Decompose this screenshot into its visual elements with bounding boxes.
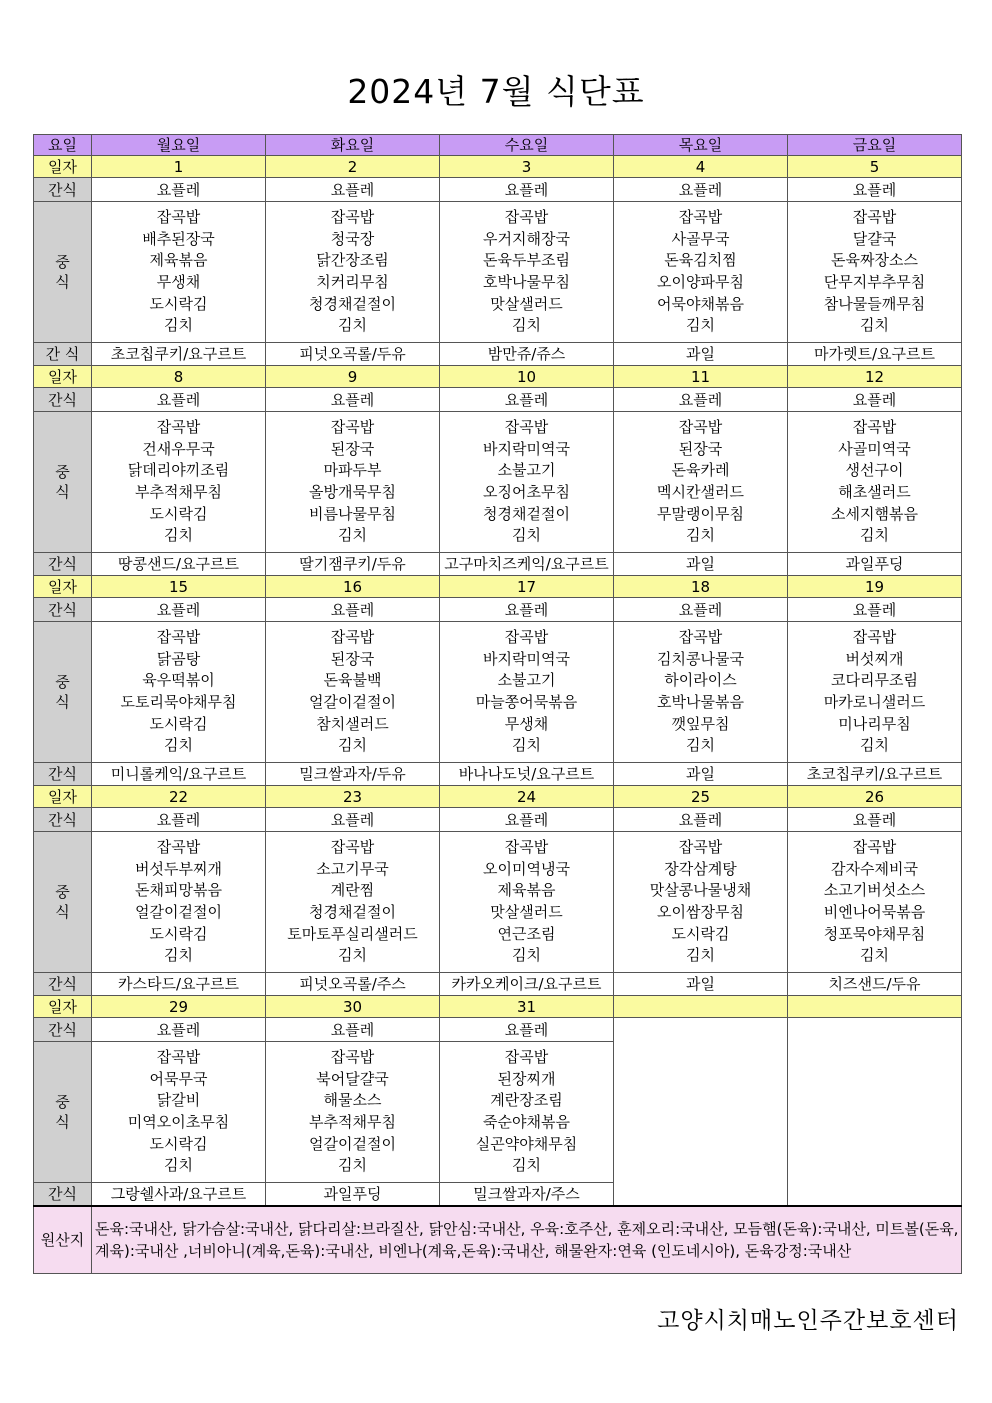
yoil-label: 요일 xyxy=(34,135,92,156)
menu-item: 김치 xyxy=(686,736,715,755)
date-cell: 5 xyxy=(788,156,962,178)
menu-item: 실곤약야채무침 xyxy=(475,1134,578,1153)
menu-item: 김치 xyxy=(512,316,541,335)
lunch-cell xyxy=(614,622,788,763)
am-snack-cell: 요플레 xyxy=(92,808,266,832)
pm-snack-cell: 땅콩샌드/요구르트 xyxy=(92,553,266,576)
menu-item: 마늘쫑어묵볶음 xyxy=(475,693,578,711)
gansik-label: 간식 xyxy=(34,388,92,412)
menu-item: 연근조림 xyxy=(497,924,556,943)
am-snack-cell: 요플레 xyxy=(92,598,266,622)
menu-item: 잡곡밥 xyxy=(330,838,375,857)
am-snack-cell: 요플레 xyxy=(266,808,440,832)
menu-item: 된장찌개 xyxy=(497,1069,556,1088)
menu-item: 배추된장국 xyxy=(142,229,215,248)
pm-snack-cell: 카스타드/요구르트 xyxy=(92,973,266,996)
menu-item: 잡곡밥 xyxy=(330,418,375,437)
lunch-label-jung: 중 xyxy=(55,883,70,901)
date-cell: 16 xyxy=(266,576,440,598)
menu-item: 제육볶음 xyxy=(149,251,208,270)
am-snack-cell: 요플레 xyxy=(266,178,440,202)
menu-item: 잡곡밥 xyxy=(504,208,549,227)
menu-item: 호박나물볶음 xyxy=(657,693,744,711)
pm-snack-row xyxy=(34,553,962,576)
gansik-label: 간식 xyxy=(34,1183,92,1206)
date-cell: 30 xyxy=(266,996,440,1018)
am-snack-cell: 요플레 xyxy=(92,178,266,202)
menu-item: 소고기무국 xyxy=(316,859,389,878)
menu-item: 김치 xyxy=(512,736,541,755)
menu-item: 바지락미역국 xyxy=(483,439,570,458)
menu-item: 계란장조림 xyxy=(490,1091,563,1110)
menu-item: 잡곡밥 xyxy=(678,208,723,227)
menu-item: 김치 xyxy=(338,316,367,335)
date-cell: 8 xyxy=(92,366,266,388)
menu-item: 미나리무침 xyxy=(838,714,911,733)
menu-item: 해초샐러드 xyxy=(838,483,911,501)
lunch-label xyxy=(34,622,92,763)
menu-item: 버섯찌개 xyxy=(845,649,904,668)
menu-item: 김치 xyxy=(686,316,715,335)
menu-item: 소고기버섯소스 xyxy=(823,881,926,900)
menu-item: 잡곡밥 xyxy=(156,838,201,857)
menu-item: 맛살샐러드 xyxy=(490,903,563,921)
pm-snack-cell: 초코칩쿠키/요구르트 xyxy=(92,343,266,366)
menu-item: 김치 xyxy=(512,1156,541,1175)
am-snack-row xyxy=(34,598,962,622)
pm-snack-cell: 미니롤케익/요구르트 xyxy=(92,763,266,786)
am-snack-row xyxy=(34,808,962,832)
day-header-row xyxy=(34,135,962,156)
ilja-label: 일자 xyxy=(34,576,92,598)
lunch-label-sik: 식 xyxy=(55,903,70,921)
am-snack-cell: 요플레 xyxy=(614,808,788,832)
menu-item: 육우떡볶이 xyxy=(142,671,215,690)
menu-item: 잡곡밥 xyxy=(156,208,201,227)
menu-item: 닭간장조림 xyxy=(316,251,389,270)
lunch-label-jung: 중 xyxy=(55,463,70,481)
date-cell xyxy=(614,996,788,1018)
menu-item: 부추적채무침 xyxy=(309,1113,396,1131)
menu-item: 소불고기 xyxy=(497,671,556,690)
pm-snack-cell: 과일푸딩 xyxy=(266,1183,440,1206)
date-cell: 9 xyxy=(266,366,440,388)
origin-row xyxy=(34,1206,962,1274)
lunch-label-sik: 식 xyxy=(55,273,70,291)
am-snack-row xyxy=(34,178,962,202)
menu-item: 도시락김 xyxy=(149,504,208,523)
date-cell: 12 xyxy=(788,366,962,388)
menu-item: 도토리묵야채무침 xyxy=(120,693,237,711)
am-snack-cell: 요플레 xyxy=(614,598,788,622)
am-snack-cell: 요플레 xyxy=(440,388,614,412)
lunch-cell xyxy=(266,1042,440,1183)
menu-item: 얼갈이겉절이 xyxy=(309,1134,396,1153)
date-cell: 11 xyxy=(614,366,788,388)
menu-item: 참나물들깨무침 xyxy=(823,294,926,313)
menu-item: 계란찜 xyxy=(330,881,375,900)
menu-item: 도시락김 xyxy=(671,924,730,943)
day-header-0: 월요일 xyxy=(92,135,266,156)
pm-snack-cell: 초코칩쿠키/요구르트 xyxy=(788,763,962,786)
day-header-1: 화요일 xyxy=(266,135,440,156)
lunch-cell xyxy=(266,412,440,553)
am-snack-cell: 요플레 xyxy=(788,388,962,412)
menu-item: 제육볶음 xyxy=(497,881,556,900)
menu-item: 맛살샐러드 xyxy=(490,294,563,313)
pm-snack-row xyxy=(34,343,962,366)
menu-item: 오이쌈장무침 xyxy=(657,903,744,921)
menu-item: 닭곰탕 xyxy=(156,649,201,668)
lunch-cell xyxy=(92,622,266,763)
menu-item: 닭갈비 xyxy=(156,1091,201,1110)
menu-item: 김치 xyxy=(860,736,889,755)
pm-snack-cell: 피넛오곡롤/두유 xyxy=(266,343,440,366)
date-row xyxy=(34,366,962,388)
gansik-label: 간식 xyxy=(34,598,92,622)
lunch-cell xyxy=(266,202,440,343)
menu-item: 해물소스 xyxy=(323,1091,382,1110)
menu-item: 토마토푸실리샐러드 xyxy=(287,924,418,943)
pm-snack-cell: 과일 xyxy=(614,553,788,576)
menu-item: 무생채 xyxy=(504,714,549,733)
date-cell xyxy=(788,996,962,1018)
menu-item: 사골미역국 xyxy=(838,439,911,458)
menu-item: 김치 xyxy=(686,526,715,545)
menu-item: 돈육카레 xyxy=(671,461,730,480)
lunch-cell xyxy=(266,832,440,973)
menu-item: 멕시칸샐러드 xyxy=(657,483,744,501)
pm-snack-cell: 과일 xyxy=(614,343,788,366)
date-cell: 15 xyxy=(92,576,266,598)
menu-item: 잡곡밥 xyxy=(156,1048,201,1067)
menu-item: 건새우무국 xyxy=(142,439,215,458)
menu-item: 김치콩나물국 xyxy=(657,649,744,668)
am-snack-cell: 요플레 xyxy=(614,388,788,412)
date-row xyxy=(34,996,962,1018)
menu-item: 올방개묵무침 xyxy=(309,483,396,501)
menu-item: 잡곡밥 xyxy=(852,418,897,437)
ilja-label: 일자 xyxy=(34,996,92,1018)
menu-item: 무생채 xyxy=(156,273,201,291)
menu-item: 도시락김 xyxy=(149,1134,208,1153)
date-cell: 10 xyxy=(440,366,614,388)
day-header-3: 목요일 xyxy=(614,135,788,156)
menu-item: 돈육짜장소스 xyxy=(831,251,918,270)
menu-item: 잡곡밥 xyxy=(504,838,549,857)
gansik-label: 간식 xyxy=(34,808,92,832)
menu-item: 김치 xyxy=(338,1156,367,1175)
menu-item: 된장국 xyxy=(330,649,375,668)
lunch-cell xyxy=(614,202,788,343)
date-cell: 29 xyxy=(92,996,266,1018)
lunch-cell xyxy=(788,202,962,343)
lunch-cell xyxy=(440,622,614,763)
menu-item: 사골무국 xyxy=(671,229,730,248)
menu-item: 김치 xyxy=(860,946,889,965)
menu-item: 어묵야채볶음 xyxy=(657,294,744,313)
lunch-cell xyxy=(614,412,788,553)
menu-item: 김치 xyxy=(338,946,367,965)
menu-table xyxy=(33,134,962,1274)
lunch-cell xyxy=(266,622,440,763)
date-cell: 22 xyxy=(92,786,266,808)
menu-item: 돈육김치찜 xyxy=(664,251,737,270)
am-snack-cell: 요플레 xyxy=(614,178,788,202)
menu-item: 도시락김 xyxy=(149,714,208,733)
menu-item: 도시락김 xyxy=(149,924,208,943)
pm-snack-cell: 밤만쥬/쥬스 xyxy=(440,343,614,366)
date-cell: 19 xyxy=(788,576,962,598)
am-snack-cell: 요플레 xyxy=(440,1018,614,1042)
menu-item: 어묵무국 xyxy=(149,1069,208,1088)
gansik-label: 간식 xyxy=(34,973,92,996)
menu-item: 된장국 xyxy=(678,439,723,458)
menu-item: 호박나물무침 xyxy=(483,273,570,291)
lunch-cell xyxy=(440,832,614,973)
menu-item: 감자수제비국 xyxy=(831,859,918,878)
menu-item: 북어달걀국 xyxy=(316,1069,389,1088)
menu-item: 우거지해장국 xyxy=(483,229,570,248)
lunch-cell xyxy=(440,412,614,553)
menu-item: 장각삼계탕 xyxy=(664,859,737,878)
lunch-label-jung: 중 xyxy=(55,253,70,271)
pm-snack-cell: 딸기잼쿠키/두유 xyxy=(266,553,440,576)
menu-item: 잡곡밥 xyxy=(852,208,897,227)
empty-cell xyxy=(614,1018,788,1206)
menu-item: 생선구이 xyxy=(845,461,904,480)
menu-item: 청경채겉절이 xyxy=(309,294,396,313)
pm-snack-cell: 과일푸딩 xyxy=(788,553,962,576)
lunch-cell xyxy=(92,1042,266,1183)
date-row xyxy=(34,786,962,808)
lunch-cell xyxy=(92,832,266,973)
menu-item: 된장국 xyxy=(330,439,375,458)
lunch-row xyxy=(34,202,962,343)
pm-snack-cell: 밀크쌀과자/두유 xyxy=(266,763,440,786)
page-title: 2024년 7월 식단표 xyxy=(347,72,645,111)
date-cell: 4 xyxy=(614,156,788,178)
am-snack-cell: 요플레 xyxy=(788,598,962,622)
footer-center-name: 고양시치매노인주간보호센터 xyxy=(657,1308,959,1334)
am-snack-cell: 요플레 xyxy=(440,808,614,832)
menu-item: 소세지햄볶음 xyxy=(831,504,918,523)
menu-item: 오이양파무침 xyxy=(657,273,744,291)
menu-item: 바지락미역국 xyxy=(483,649,570,668)
date-cell: 24 xyxy=(440,786,614,808)
origin-text: 돈육:국내산, 닭가슴살:국내산, 닭다리살:브라질산, 닭안심:국내산, 우육:호주산, 훈제오리:국내산, 모듬햄(돈육):국내산, 미트볼(돈육,계육):국내산 ,너비아니(계육,돈육):국내산, 비엔나(계육,돈육):국내산, 해물완자:연육 (인도네시아), 돈육강정:국내산 xyxy=(92,1206,962,1274)
menu-item: 마카로니샐러드 xyxy=(823,693,926,711)
menu-item: 김치 xyxy=(164,946,193,965)
menu-item: 도시락김 xyxy=(149,294,208,313)
origin-label: 원산지 xyxy=(34,1206,92,1274)
pm-snack-cell: 과일 xyxy=(614,973,788,996)
menu-item: 죽순야채볶음 xyxy=(483,1113,570,1131)
am-snack-cell: 요플레 xyxy=(788,808,962,832)
ilja-label: 일자 xyxy=(34,366,92,388)
menu-item: 맛살콩나물냉채 xyxy=(649,881,752,900)
day-header-2: 수요일 xyxy=(440,135,614,156)
pm-snack-row xyxy=(34,763,962,786)
gansik-label: 간식 xyxy=(34,178,92,202)
menu-item: 김치 xyxy=(512,526,541,545)
menu-item: 잡곡밥 xyxy=(330,208,375,227)
menu-item: 잡곡밥 xyxy=(852,838,897,857)
am-snack-cell: 요플레 xyxy=(266,388,440,412)
menu-item: 무말랭이무침 xyxy=(657,504,744,523)
ilja-label: 일자 xyxy=(34,156,92,178)
day-header-4: 금요일 xyxy=(788,135,962,156)
am-snack-cell: 요플레 xyxy=(788,178,962,202)
menu-item: 달걀국 xyxy=(852,229,897,248)
pm-snack-cell: 그랑쉘사과/요구르트 xyxy=(92,1183,266,1206)
menu-item: 김치 xyxy=(164,736,193,755)
menu-item: 비름나물무침 xyxy=(309,504,396,523)
menu-item: 오이미역냉국 xyxy=(483,859,570,878)
menu-item: 잡곡밥 xyxy=(678,418,723,437)
menu-item: 잡곡밥 xyxy=(504,418,549,437)
menu-item: 김치 xyxy=(860,526,889,545)
menu-item: 돈채피망볶음 xyxy=(135,881,222,900)
menu-item: 오징어초무침 xyxy=(483,483,570,501)
menu-item: 잡곡밥 xyxy=(678,838,723,857)
gansik-label: 간식 xyxy=(34,1018,92,1042)
menu-item: 잡곡밥 xyxy=(504,1048,549,1067)
menu-item: 청포묵야채무침 xyxy=(823,924,926,943)
am-snack-cell: 요플레 xyxy=(92,388,266,412)
menu-item: 청경채겉절이 xyxy=(309,903,396,921)
menu-item: 잡곡밥 xyxy=(156,418,201,437)
menu-item: 하이라이스 xyxy=(664,671,737,690)
date-cell: 25 xyxy=(614,786,788,808)
gansik-label: 간 식 xyxy=(34,343,92,366)
pm-snack-cell: 고구마치즈케익/요구르트 xyxy=(440,553,614,576)
date-row xyxy=(34,156,962,178)
empty-cell xyxy=(788,1018,962,1206)
menu-item: 마파두부 xyxy=(323,461,382,480)
menu-item: 단무지부추무침 xyxy=(823,273,926,291)
pm-snack-cell: 과일 xyxy=(614,763,788,786)
ilja-label: 일자 xyxy=(34,786,92,808)
pm-snack-cell: 피넛오곡롤/주스 xyxy=(266,973,440,996)
menu-item: 잡곡밥 xyxy=(330,628,375,647)
lunch-cell xyxy=(788,832,962,973)
menu-item: 청국장 xyxy=(330,229,375,248)
date-cell: 31 xyxy=(440,996,614,1018)
menu-item: 김치 xyxy=(164,526,193,545)
pm-snack-row xyxy=(34,973,962,996)
menu-item: 소불고기 xyxy=(497,461,556,480)
lunch-row xyxy=(34,832,962,973)
lunch-label-sik: 식 xyxy=(55,483,70,501)
lunch-label xyxy=(34,1042,92,1183)
am-snack-cell: 요플레 xyxy=(440,598,614,622)
menu-item: 부추적채무침 xyxy=(135,483,222,501)
menu-item: 잡곡밥 xyxy=(504,628,549,647)
menu-item: 김치 xyxy=(164,1156,193,1175)
date-row xyxy=(34,576,962,598)
menu-item: 코다리무조림 xyxy=(831,671,918,690)
am-snack-row xyxy=(34,388,962,412)
lunch-row xyxy=(34,412,962,553)
menu-item: 잡곡밥 xyxy=(156,628,201,647)
lunch-cell xyxy=(92,412,266,553)
menu-item: 김치 xyxy=(512,946,541,965)
lunch-cell xyxy=(788,622,962,763)
menu-item: 참치샐러드 xyxy=(316,714,389,733)
menu-item: 닭데리야끼조림 xyxy=(127,461,230,480)
menu-item: 돈육두부조림 xyxy=(483,251,570,270)
menu-item: 잡곡밥 xyxy=(852,628,897,647)
date-cell: 18 xyxy=(614,576,788,598)
lunch-label-sik: 식 xyxy=(55,693,70,711)
lunch-cell xyxy=(92,202,266,343)
lunch-cell xyxy=(614,832,788,973)
menu-item: 김치 xyxy=(860,316,889,335)
menu-item: 버섯두부찌개 xyxy=(135,859,222,878)
date-cell: 2 xyxy=(266,156,440,178)
gansik-label: 간식 xyxy=(34,553,92,576)
lunch-label-jung: 중 xyxy=(55,1093,70,1111)
menu-item: 김치 xyxy=(338,526,367,545)
am-snack-cell: 요플레 xyxy=(92,1018,266,1042)
date-cell: 3 xyxy=(440,156,614,178)
gansik-label: 간식 xyxy=(34,763,92,786)
lunch-label xyxy=(34,412,92,553)
am-snack-row xyxy=(34,1018,962,1042)
date-cell: 1 xyxy=(92,156,266,178)
lunch-label-jung: 중 xyxy=(55,673,70,691)
menu-item: 김치 xyxy=(338,736,367,755)
am-snack-cell: 요플레 xyxy=(266,598,440,622)
lunch-label xyxy=(34,832,92,973)
am-snack-cell: 요플레 xyxy=(266,1018,440,1042)
menu-item: 잡곡밥 xyxy=(678,628,723,647)
menu-item: 얼갈이겉절이 xyxy=(135,903,222,921)
pm-snack-cell: 카카오케이크/요구르트 xyxy=(440,973,614,996)
am-snack-cell: 요플레 xyxy=(440,178,614,202)
lunch-cell xyxy=(440,202,614,343)
menu-item: 미역오이초무침 xyxy=(127,1113,230,1131)
pm-snack-cell: 밀크쌀과자/주스 xyxy=(440,1183,614,1206)
date-cell: 26 xyxy=(788,786,962,808)
menu-item: 김치 xyxy=(686,946,715,965)
lunch-label xyxy=(34,202,92,343)
menu-item: 김치 xyxy=(164,316,193,335)
menu-item: 돈육불백 xyxy=(323,671,382,690)
menu-item: 깻잎무침 xyxy=(671,714,730,733)
date-cell: 23 xyxy=(266,786,440,808)
menu-item: 얼갈이겉절이 xyxy=(309,693,396,711)
lunch-label-sik: 식 xyxy=(55,1113,70,1131)
lunch-row xyxy=(34,622,962,763)
lunch-cell xyxy=(440,1042,614,1183)
pm-snack-cell: 마가렛트/요구르트 xyxy=(788,343,962,366)
menu-item: 치커리무침 xyxy=(316,273,389,291)
menu-item: 잡곡밥 xyxy=(330,1048,375,1067)
menu-item: 청경채겉절이 xyxy=(483,504,570,523)
date-cell: 17 xyxy=(440,576,614,598)
pm-snack-cell: 바나나도넛/요구르트 xyxy=(440,763,614,786)
pm-snack-cell: 치즈샌드/두유 xyxy=(788,973,962,996)
lunch-cell xyxy=(788,412,962,553)
menu-item: 비엔나어묵볶음 xyxy=(823,903,926,921)
